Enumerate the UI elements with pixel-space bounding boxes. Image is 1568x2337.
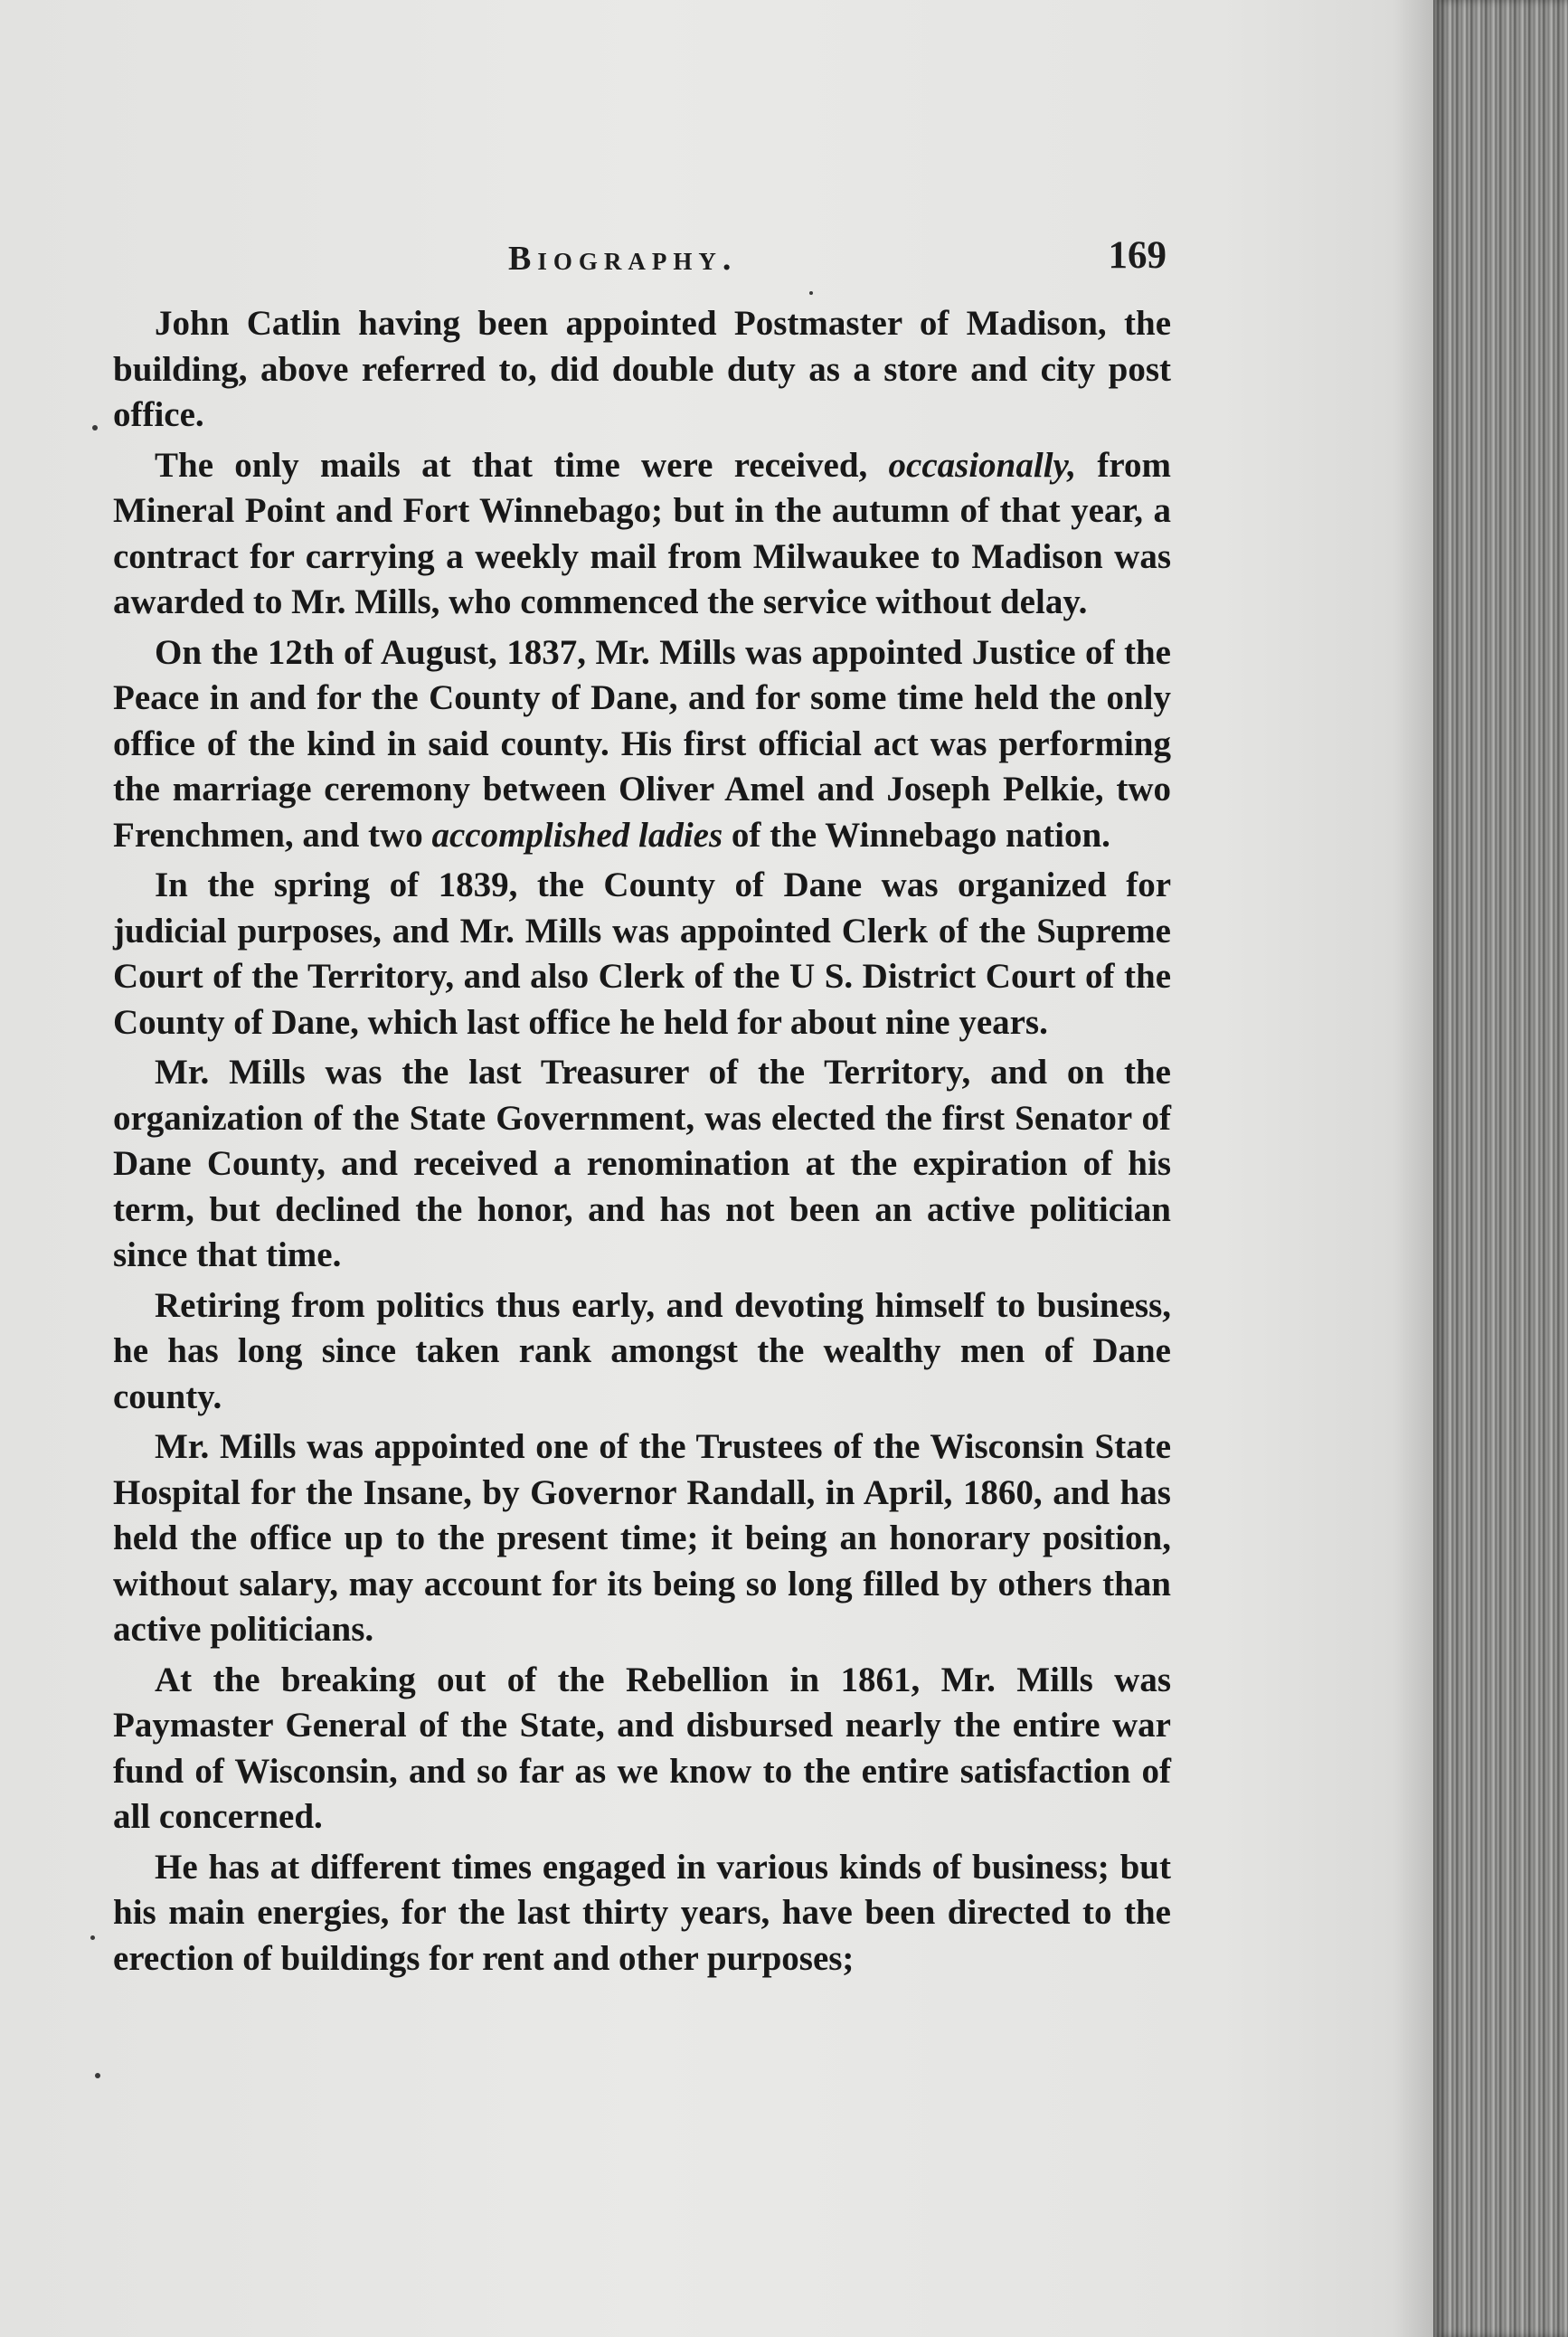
paragraph-text: The only mails at that time were received, [155, 445, 889, 485]
paragraph-text: He has at different times engaged in various kinds of business; but his main energies, for the last thirty years, have been directed to the erection of buildings for rent and other purposes; [113, 1847, 1171, 1978]
book-page-edges [1433, 0, 1568, 2337]
page-number: 169 [1108, 234, 1167, 277]
paragraph-text: Mr. Mills was appointed one of the Trustees of the Wisconsin State Hospital for the Insane, by Governor Randall, in April, 1860, and has held the office up to the present time; it being an honorary position, without salary, may account for its being so long filled by others than active politicians. [113, 1427, 1171, 1649]
paragraph-text: from Mineral Point and Fort Winnebago; but in the autumn of that year, a contract for carrying a weekly mail from Milwaukee to Madison was awarded to Mr. Mills, who commenced the service without delay. [113, 445, 1171, 621]
paragraph-text: On the 12th of August, 1837, Mr. Mills was appointed Justice of the Peace in and for the County of Dane, and for some time held the only office of the kind in said county. His first official act was performing the marriage ceremony between Oliver Amel and Joseph Pelkie, two Frenchmen, and two [113, 632, 1171, 855]
paragraph-text: John Catlin having been appointed Postmaster of Madison, the building, above referred to, did double duty as a store and city post office. [113, 304, 1171, 434]
gutter-shadow [1393, 0, 1433, 2337]
paragraph [113, 863, 1171, 1046]
paragraph-text: Mr. Mills was the last Treasurer of the Territory, and on the organization of the State Government, was elected the first Senator of Dane County, and received a renomination at the expiration of his term, but declined the honor, and has not been an active politician since that time. [113, 1053, 1171, 1274]
print-speck [95, 2073, 100, 2078]
print-speck [90, 1935, 95, 1940]
paragraph-text: of the Winnebago nation. [723, 815, 1110, 855]
paragraph [113, 443, 1171, 626]
paragraph [113, 630, 1171, 859]
paragraph [113, 1845, 1171, 1982]
paragraph-text: Retiring from politics thus early, and devoting himself to business, he has long since taken rank amongst the wealthy men of Dane county. [113, 1285, 1171, 1416]
running-head [113, 233, 1167, 288]
paragraph [113, 1424, 1171, 1653]
paragraph-text: In the spring of 1839, the County of Dane was organized for judicial purposes, and Mr. Mills was appointed Clerk of the Supreme Court of the Territory, and also Clerk of the U S. District Court of the County of Dane, which last office he held for about nine years. [113, 866, 1171, 1042]
paragraph [113, 1283, 1171, 1421]
print-speck [809, 291, 813, 295]
running-head-title: Biography. [508, 240, 738, 278]
paragraph [113, 1658, 1171, 1840]
paragraph [113, 301, 1171, 439]
italic-text: accomplished ladies [431, 815, 723, 855]
paragraph-text: At the breaking out of the Rebellion in 1861, Mr. Mills was Paymaster General of the State, and disbursed nearly the entire war fund of Wisconsin, and so far as we know to the entire satisfaction of all concerned. [113, 1660, 1171, 1836]
paragraph [113, 1050, 1171, 1279]
italic-text: occasionally, [888, 445, 1077, 485]
print-speck [92, 425, 98, 430]
body-text [113, 301, 1171, 1986]
